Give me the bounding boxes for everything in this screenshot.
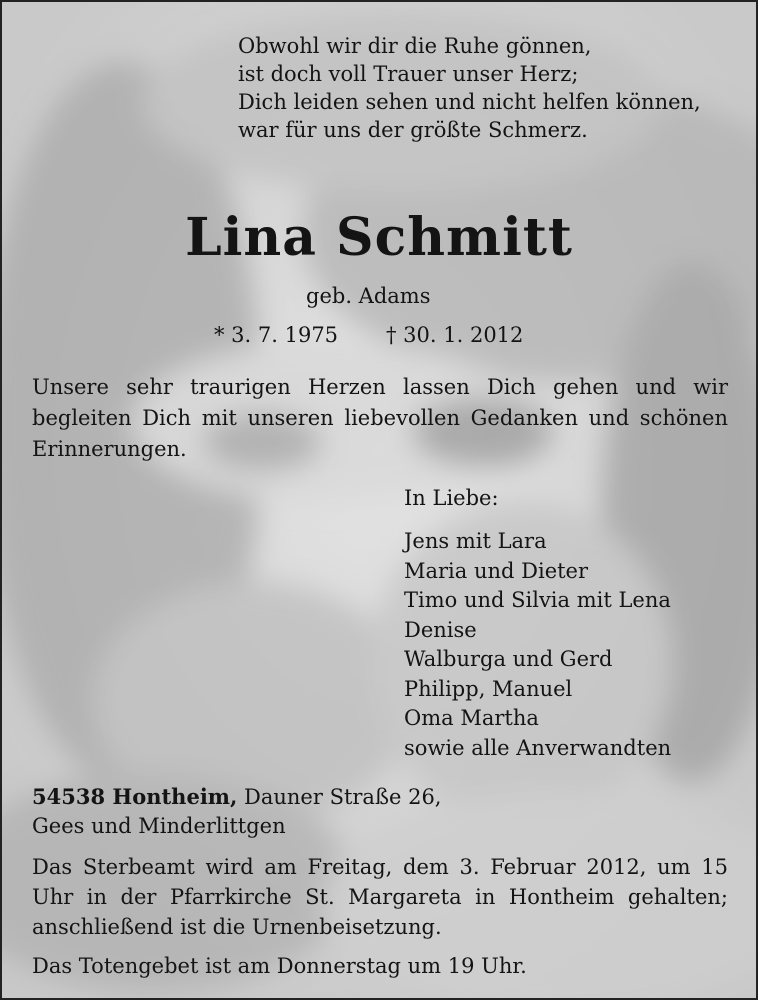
mourner-entry: Philipp, Manuel bbox=[404, 676, 573, 701]
address-town: 54538 Hontheim, bbox=[32, 784, 238, 809]
death-date: † 30. 1. 2012 bbox=[386, 323, 524, 347]
family-address bbox=[32, 782, 441, 841]
service-notice: Das Sterbeamt wird am Freitag, dem 3. Februar 2012, um 15 Uhr in der Pfarrkirche St. Margareta in Hontheim gehalten; anschließend ist die Urnenbeisetzung. bbox=[32, 855, 728, 939]
deceased-name: Lina Schmitt bbox=[185, 207, 573, 268]
mourner-entry: Jens mit Lara bbox=[404, 529, 547, 553]
farewell-message: Unsere sehr traurigen Herzen lassen Dich gehen und wir begleiten Dich mit unseren liebevollen Gedanken und schönen Erinnerungen. bbox=[32, 375, 728, 461]
poem-line: ist doch voll Trauer unser Herz; bbox=[238, 62, 579, 86]
poem bbox=[238, 32, 701, 144]
mourner-entry: Oma Martha bbox=[404, 706, 539, 730]
mourner-entry: Denise bbox=[404, 617, 477, 642]
mourners-list bbox=[404, 527, 671, 763]
birth-date: * 3. 7. 1975 bbox=[214, 323, 339, 347]
prayer-notice: Das Totengebet ist am Donnerstag um 19 Uhr. bbox=[32, 954, 527, 978]
mourner-entry: Walburga und Gerd bbox=[404, 647, 613, 671]
poem-line: Dich leiden sehen und nicht helfen können, bbox=[238, 90, 701, 114]
mourner-entry: Timo und Silvia mit Lena bbox=[404, 588, 671, 612]
mourner-entry: sowie alle Anverwandten bbox=[404, 735, 672, 760]
obituary-content bbox=[2, 2, 756, 998]
address-line2: Gees und Minderlittgen bbox=[32, 814, 286, 838]
born-name: geb. Adams bbox=[306, 284, 431, 308]
mourners-heading: In Liebe: bbox=[404, 486, 499, 510]
poem-line: Obwohl wir dir die Ruhe gönnen, bbox=[238, 34, 592, 58]
poem-line: war für uns der größte Schmerz. bbox=[238, 118, 588, 142]
mourner-entry: Maria und Dieter bbox=[404, 558, 589, 583]
address-street: Dauner Straße 26, bbox=[244, 785, 442, 809]
